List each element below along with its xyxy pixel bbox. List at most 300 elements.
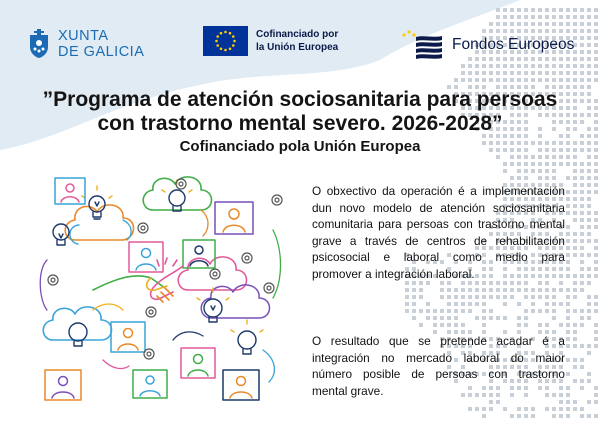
map-dot <box>559 64 563 68</box>
map-dot <box>580 169 584 173</box>
map-dot <box>482 71 486 75</box>
map-dot <box>468 302 472 306</box>
eu-star <box>232 35 235 38</box>
map-dot <box>566 176 570 180</box>
map-dot <box>552 71 556 75</box>
map-dot <box>503 316 507 320</box>
map-dot <box>468 78 472 82</box>
map-dot <box>587 78 591 82</box>
map-dot <box>580 43 584 47</box>
map-dot <box>566 400 570 404</box>
map-dot <box>580 50 584 54</box>
map-dot <box>440 288 444 292</box>
map-dot <box>573 365 577 369</box>
map-dot <box>503 78 507 82</box>
result-paragraph: O resultado que se pretende acadar é a integración no mercado laboral do maior número posible de persoas con trastorno mental grave. <box>312 334 565 398</box>
map-dot <box>482 407 486 411</box>
map-dot <box>580 162 584 166</box>
map-dot <box>454 302 458 306</box>
map-dot <box>524 22 528 26</box>
map-dot <box>412 309 416 313</box>
map-dot <box>405 309 409 313</box>
map-dot <box>573 253 577 257</box>
map-dot <box>510 176 514 180</box>
map-dot <box>573 183 577 187</box>
map-dot <box>566 295 570 299</box>
map-dot <box>580 211 584 215</box>
title-line1: ”Programa de atención sociosanitaria para persoas <box>42 88 558 111</box>
map-dot <box>580 204 584 208</box>
map-dot <box>594 127 598 131</box>
map-dot <box>573 85 577 89</box>
map-dot <box>405 288 409 292</box>
map-dot <box>566 197 570 201</box>
map-dot <box>468 309 472 313</box>
map-dot <box>580 78 584 82</box>
map-dot <box>587 218 591 222</box>
map-dot <box>566 323 570 327</box>
map-dot <box>503 295 507 299</box>
map-dot <box>433 309 437 313</box>
map-dot <box>573 78 577 82</box>
map-dot <box>482 309 486 313</box>
map-dot <box>552 176 556 180</box>
map-dot <box>594 253 598 257</box>
map-dot <box>482 414 486 418</box>
map-dot <box>433 316 437 320</box>
map-dot <box>594 183 598 187</box>
map-dot <box>594 169 598 173</box>
map-dot <box>552 78 556 82</box>
map-dot <box>594 57 598 61</box>
xunta-de-galicia-logo <box>28 26 148 62</box>
map-dot <box>440 295 444 299</box>
map-dot <box>594 8 598 12</box>
map-dot <box>503 22 507 26</box>
map-dot <box>461 288 465 292</box>
map-dot <box>468 64 472 68</box>
map-dot <box>566 246 570 250</box>
map-dot <box>482 302 486 306</box>
map-dot <box>545 162 549 166</box>
map-dot <box>587 232 591 236</box>
map-dot <box>552 8 556 12</box>
map-dot <box>524 176 528 180</box>
map-dot <box>566 267 570 271</box>
eu-star <box>216 35 219 38</box>
map-dot <box>566 232 570 236</box>
map-dot <box>580 407 584 411</box>
map-dot <box>489 407 493 411</box>
map-dot <box>573 169 577 173</box>
map-dot <box>524 309 528 313</box>
map-dot <box>482 64 486 68</box>
map-dot <box>566 253 570 257</box>
map-dot <box>545 22 549 26</box>
map-dot <box>594 78 598 82</box>
map-dot <box>545 295 549 299</box>
map-dot <box>580 197 584 201</box>
map-dot <box>594 162 598 166</box>
map-dot <box>552 407 556 411</box>
map-dot <box>594 64 598 68</box>
map-dot <box>510 295 514 299</box>
map-dot <box>594 274 598 278</box>
map-dot <box>552 15 556 19</box>
map-dot <box>454 323 458 327</box>
map-dot <box>573 92 577 96</box>
map-dot <box>510 162 514 166</box>
map-dot <box>552 414 556 418</box>
map-dot <box>594 29 598 33</box>
map-dot <box>573 120 577 124</box>
map-dot <box>517 162 521 166</box>
map-dot <box>594 267 598 271</box>
map-dot <box>580 92 584 96</box>
mental-health-illustration <box>33 170 295 415</box>
map-dot <box>594 36 598 40</box>
page-title <box>30 88 570 136</box>
map-dot <box>545 169 549 173</box>
map-dot <box>580 8 584 12</box>
map-dot <box>573 162 577 166</box>
map-dot <box>587 351 591 355</box>
map-dot <box>503 302 507 306</box>
map-dot <box>594 113 598 117</box>
map-dot <box>489 309 493 313</box>
map-dot <box>580 239 584 243</box>
map-dot <box>566 71 570 75</box>
map-dot <box>573 218 577 222</box>
map-dot <box>566 407 570 411</box>
map-dot <box>531 414 535 418</box>
map-dot <box>587 239 591 243</box>
map-dot <box>510 22 514 26</box>
map-dot <box>573 15 577 19</box>
map-dot <box>587 155 591 159</box>
map-dot <box>566 225 570 229</box>
map-dot <box>573 337 577 341</box>
map-dot <box>440 309 444 313</box>
map-dot <box>566 239 570 243</box>
map-dot <box>440 316 444 320</box>
map-dot <box>587 295 591 299</box>
map-dot <box>517 288 521 292</box>
map-dot <box>594 302 598 306</box>
map-dot <box>573 330 577 334</box>
eu-star <box>224 31 227 34</box>
map-dot <box>594 309 598 313</box>
map-dot <box>594 323 598 327</box>
map-dot <box>475 295 479 299</box>
map-dot <box>587 148 591 152</box>
map-dot <box>531 295 535 299</box>
map-dot <box>587 71 591 75</box>
map-dot <box>587 267 591 271</box>
map-dot <box>573 155 577 159</box>
map-dot <box>545 309 549 313</box>
map-dot <box>524 288 528 292</box>
map-dot <box>573 8 577 12</box>
map-dot <box>510 15 514 19</box>
map-dot <box>573 141 577 145</box>
map-dot <box>580 274 584 278</box>
map-dot <box>510 78 514 82</box>
map-dot <box>475 302 479 306</box>
map-dot <box>594 393 598 397</box>
map-dot <box>580 71 584 75</box>
map-dot <box>594 22 598 26</box>
map-dot <box>566 274 570 278</box>
map-dot <box>405 302 409 306</box>
map-dot <box>447 295 451 299</box>
map-dot <box>573 211 577 215</box>
map-dot <box>412 302 416 306</box>
map-dot <box>503 15 507 19</box>
map-dot <box>566 64 570 68</box>
map-dot <box>594 337 598 341</box>
map-dot <box>545 78 549 82</box>
map-dot <box>594 176 598 180</box>
map-dot <box>587 22 591 26</box>
map-dot <box>573 22 577 26</box>
map-dot <box>531 302 535 306</box>
map-dot <box>587 372 591 376</box>
map-dot <box>545 323 549 327</box>
map-dot <box>503 407 507 411</box>
map-dot <box>587 190 591 194</box>
map-dot <box>580 183 584 187</box>
map-dot <box>412 316 416 320</box>
map-dot <box>573 239 577 243</box>
map-dot <box>419 309 423 313</box>
map-dot <box>580 246 584 250</box>
map-dot <box>587 36 591 40</box>
map-dot <box>475 78 479 82</box>
map-dot <box>503 288 507 292</box>
eu-star <box>216 44 219 47</box>
map-dot <box>573 127 577 131</box>
map-dot <box>573 323 577 327</box>
map-dot <box>566 414 570 418</box>
map-dot <box>517 176 521 180</box>
map-dot <box>580 386 584 390</box>
map-dot <box>538 323 542 327</box>
map-dot <box>573 99 577 103</box>
map-dot <box>538 15 542 19</box>
map-dot <box>566 309 570 313</box>
map-dot <box>496 64 500 68</box>
eu-cofinanced-logo <box>203 26 373 56</box>
map-dot <box>496 400 500 404</box>
map-dot <box>447 323 451 327</box>
map-dot <box>482 323 486 327</box>
map-dot <box>594 211 598 215</box>
map-dot <box>489 400 493 404</box>
map-dot <box>489 64 493 68</box>
map-dot <box>587 414 591 418</box>
map-dot <box>580 309 584 313</box>
eu-flag-icon <box>203 26 248 56</box>
map-dot <box>468 288 472 292</box>
map-dot <box>580 267 584 271</box>
map-dot <box>552 309 556 313</box>
fondos-europeos-logo <box>400 28 580 62</box>
map-dot <box>538 22 542 26</box>
map-dot <box>440 323 444 327</box>
map-dot <box>503 64 507 68</box>
map-dot <box>587 379 591 383</box>
map-dot <box>566 288 570 292</box>
map-dot <box>517 414 521 418</box>
map-dot <box>447 288 451 292</box>
map-dot <box>496 295 500 299</box>
map-dot <box>538 309 542 313</box>
map-dot <box>517 15 521 19</box>
map-dot <box>573 358 577 362</box>
map-dot <box>482 316 486 320</box>
map-dot <box>447 309 451 313</box>
map-dot <box>587 134 591 138</box>
map-dot <box>566 337 570 341</box>
map-dot <box>566 78 570 82</box>
map-dot <box>461 78 465 82</box>
map-dot <box>573 64 577 68</box>
map-dot <box>573 176 577 180</box>
map-dot <box>573 113 577 117</box>
map-dot <box>510 64 514 68</box>
eu-line2: la Unión Europea <box>256 42 339 53</box>
map-dot <box>524 407 528 411</box>
map-dot <box>524 323 528 327</box>
map-dot <box>475 288 479 292</box>
map-dot <box>482 295 486 299</box>
map-dot <box>580 113 584 117</box>
map-dot <box>587 113 591 117</box>
map-dot <box>503 169 507 173</box>
map-dot <box>426 316 430 320</box>
map-dot <box>454 309 458 313</box>
map-dot <box>587 106 591 110</box>
map-dot <box>594 260 598 264</box>
map-dot <box>573 309 577 313</box>
map-dot <box>573 71 577 75</box>
map-dot <box>489 78 493 82</box>
map-dot <box>566 302 570 306</box>
map-dot <box>531 8 535 12</box>
map-dot <box>580 64 584 68</box>
map-dot <box>489 295 493 299</box>
map-dot <box>559 78 563 82</box>
map-dot <box>573 400 577 404</box>
map-dot <box>510 8 514 12</box>
map-dot <box>587 64 591 68</box>
map-dot <box>566 8 570 12</box>
map-dot <box>552 302 556 306</box>
map-dot <box>517 169 521 173</box>
map-dot <box>594 148 598 152</box>
map-dot <box>580 85 584 89</box>
map-dot <box>454 78 458 82</box>
map-dot <box>566 330 570 334</box>
map-dot <box>545 407 549 411</box>
eu-line1: Cofinanciado por <box>256 29 339 40</box>
map-dot <box>524 169 528 173</box>
map-dot <box>552 288 556 292</box>
map-dot <box>524 78 528 82</box>
map-dot <box>559 22 563 26</box>
map-dot <box>587 141 591 145</box>
title-line2: con trastorno mental severo. 2026-2028” <box>97 112 503 135</box>
map-dot <box>412 288 416 292</box>
map-dot <box>594 386 598 390</box>
map-dot <box>433 323 437 327</box>
map-dot <box>426 302 430 306</box>
map-dot <box>510 414 514 418</box>
map-dot <box>531 309 535 313</box>
map-dot <box>580 232 584 236</box>
map-dot <box>559 302 563 306</box>
map-dot <box>496 288 500 292</box>
map-dot <box>580 57 584 61</box>
map-dot <box>538 71 542 75</box>
map-dot <box>587 316 591 320</box>
map-dot <box>580 323 584 327</box>
map-dot <box>573 106 577 110</box>
map-dot <box>587 127 591 131</box>
map-dot <box>524 64 528 68</box>
map-dot <box>545 288 549 292</box>
map-dot <box>587 225 591 229</box>
map-dot <box>496 22 500 26</box>
map-dot <box>524 162 528 166</box>
map-dot <box>580 176 584 180</box>
map-dot <box>594 246 598 250</box>
map-dot <box>517 302 521 306</box>
map-dot <box>580 225 584 229</box>
map-dot <box>587 274 591 278</box>
map-dot <box>538 288 542 292</box>
map-dot <box>552 316 556 320</box>
map-dot <box>496 71 500 75</box>
map-dot <box>559 162 563 166</box>
map-dot <box>587 92 591 96</box>
map-dot <box>559 400 563 404</box>
xunta-line1: XUNTA <box>58 28 109 44</box>
eu-star <box>224 49 227 52</box>
map-dot <box>489 288 493 292</box>
map-dot <box>538 64 542 68</box>
map-dot <box>594 120 598 124</box>
map-dot <box>461 323 465 327</box>
map-dot <box>587 43 591 47</box>
map-dot <box>573 379 577 383</box>
map-dot <box>559 8 563 12</box>
map-dot <box>573 197 577 201</box>
map-dot <box>587 176 591 180</box>
map-dot <box>587 15 591 19</box>
map-dot <box>412 295 416 299</box>
map-dot <box>580 218 584 222</box>
eu-star <box>220 32 223 35</box>
objective-paragraph: O obxectivo da operación é a implementación dun novo modelo de atención sociosanitaria comunitaria para persoas con trastorno mental grave a través de centros de rehabilitación psicosocial e laboral como medio para promover a integración laboral. <box>312 184 565 281</box>
map-dot <box>573 407 577 411</box>
map-dot <box>573 148 577 152</box>
map-dot <box>461 71 465 75</box>
map-dot <box>594 190 598 194</box>
map-dot <box>503 162 507 166</box>
map-dot <box>580 358 584 362</box>
